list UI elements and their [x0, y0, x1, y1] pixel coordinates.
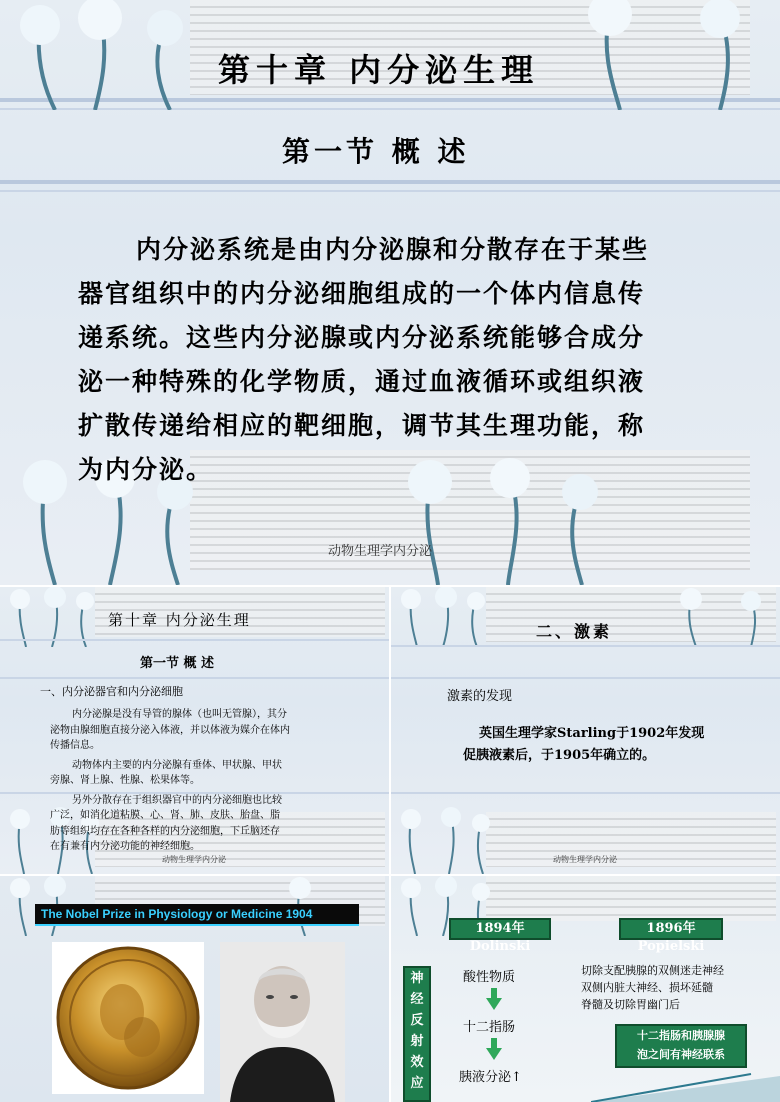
- body-line: 促胰液素后，于1905年确立的。: [463, 748, 656, 763]
- conclusion-line: 十二指肠和胰腺腺: [637, 1029, 725, 1042]
- body-line: 泌一种特殊的化学物质，通过血液循环或组织液: [78, 367, 646, 396]
- flow-step-secretion: 胰液分泌↑: [459, 1070, 522, 1085]
- nobel-banner: [35, 904, 359, 926]
- laureate-portrait-image: [220, 942, 345, 1102]
- flower-decoration: [0, 0, 200, 110]
- body-line: 肪等组织均存在各种各样的内分泌细胞，下丘脑还存: [50, 825, 280, 837]
- divider: [0, 677, 389, 679]
- slide-subtitle: 第一节 概 述: [282, 135, 470, 168]
- body-line: 递系统。这些内分泌腺或内分泌系统能够合成分: [78, 323, 646, 352]
- flower-decoration: [560, 0, 780, 110]
- nobel-medal-image: [52, 942, 204, 1094]
- divider: [391, 792, 780, 794]
- flow-arrow: [491, 988, 497, 998]
- slide-title: 二、激素: [536, 622, 613, 641]
- flow-arrow-icon: [486, 1048, 502, 1060]
- note-line: 双侧内脏大神经、损坏延髓: [581, 981, 713, 994]
- divider: [391, 677, 780, 679]
- flow-step-acid: 酸性物质: [463, 970, 516, 985]
- body-line: 广泛，如消化道粘膜、心、肾、肺、皮肤、胎盘、脂: [50, 810, 280, 821]
- decorative-swoosh: [591, 1066, 780, 1102]
- section-heading: 激素的发现: [447, 689, 513, 704]
- divider: [0, 190, 780, 192]
- year-box-dolinski: 1894年Dolinski: [449, 918, 551, 940]
- body-line: 英国生理学家Starling于1902年发现: [479, 726, 705, 741]
- section-heading: 一、内分泌器官和内分泌细胞: [40, 685, 183, 698]
- body-paragraph: [50, 707, 290, 855]
- body-line: 内分泌系统是由内分泌腺和分散存在于某些: [136, 235, 650, 264]
- flower-decoration: [0, 587, 100, 647]
- slide-footer: 动物生理学内分泌: [162, 855, 226, 864]
- body-line: 内分泌腺是没有导管的腺体（也叫无管腺），其分: [72, 709, 287, 720]
- body-line: 旁腺、肾上腺、性腺、松果体等。: [50, 775, 200, 786]
- slide-5: [391, 876, 780, 1102]
- neural-reflex-label: [403, 966, 431, 1102]
- body-line: 器官组织中的内分泌细胞组成的一个体内信息传: [78, 279, 646, 308]
- divider: [391, 645, 780, 647]
- body-line: 动物体内主要的内分泌腺有垂体、甲状腺、甲状: [72, 759, 282, 771]
- slide-footer: 动物生理学内分泌: [328, 544, 433, 559]
- slide-footer: 动物生理学内分泌: [553, 855, 617, 864]
- divider: [0, 639, 389, 641]
- slide-4: [0, 876, 389, 1102]
- flow-arrow: [491, 1038, 497, 1048]
- year-box-popielski: 1896年Popielski: [619, 918, 723, 940]
- conclusion-line: 泡之间有神经联系: [637, 1048, 725, 1061]
- slide-subtitle: 第一节 概 述: [140, 656, 215, 671]
- vertical-char: 反: [410, 1013, 424, 1028]
- body-line: 为内分泌。: [78, 455, 214, 484]
- note-line: 切除支配胰腺的双侧迷走神经: [581, 964, 724, 977]
- note-line: 脊髓及切除胃幽门后: [581, 998, 680, 1011]
- nobel-banner-text: The Nobel Prize in Physiology or Medicine 1904: [41, 907, 313, 921]
- divider: [0, 180, 780, 184]
- body-line: 泌物由腺细胞直接分泌入体液，并以体液为媒介在体内: [50, 724, 290, 736]
- vertical-char: 经: [410, 992, 424, 1007]
- slide-title: 第十章 内分泌生理: [108, 611, 251, 629]
- body-line: 在有兼有内分泌功能的神经细胞。: [50, 841, 200, 852]
- flow-arrow-icon: [486, 998, 502, 1010]
- body-line: 另外分散存在于组织器官中的内分泌细胞也比较: [72, 794, 282, 806]
- vertical-char: 神: [410, 971, 424, 986]
- experiment-note: [581, 962, 724, 1013]
- slide-3: [391, 587, 780, 874]
- body-line: 传播信息。: [50, 740, 100, 751]
- flow-step-duodenum: 十二指肠: [463, 1020, 516, 1035]
- slide-title: 第十章 内分泌生理: [218, 51, 540, 89]
- vertical-char: 应: [410, 1076, 424, 1091]
- slide-2: [0, 587, 389, 874]
- body-paragraph: [78, 228, 718, 492]
- vertical-char: 效: [410, 1055, 424, 1070]
- conclusion-box: [615, 1024, 747, 1068]
- vertical-char: 射: [410, 1034, 424, 1049]
- body-line: 扩散传递给相应的靶细胞，调节其生理功能，称: [78, 411, 646, 440]
